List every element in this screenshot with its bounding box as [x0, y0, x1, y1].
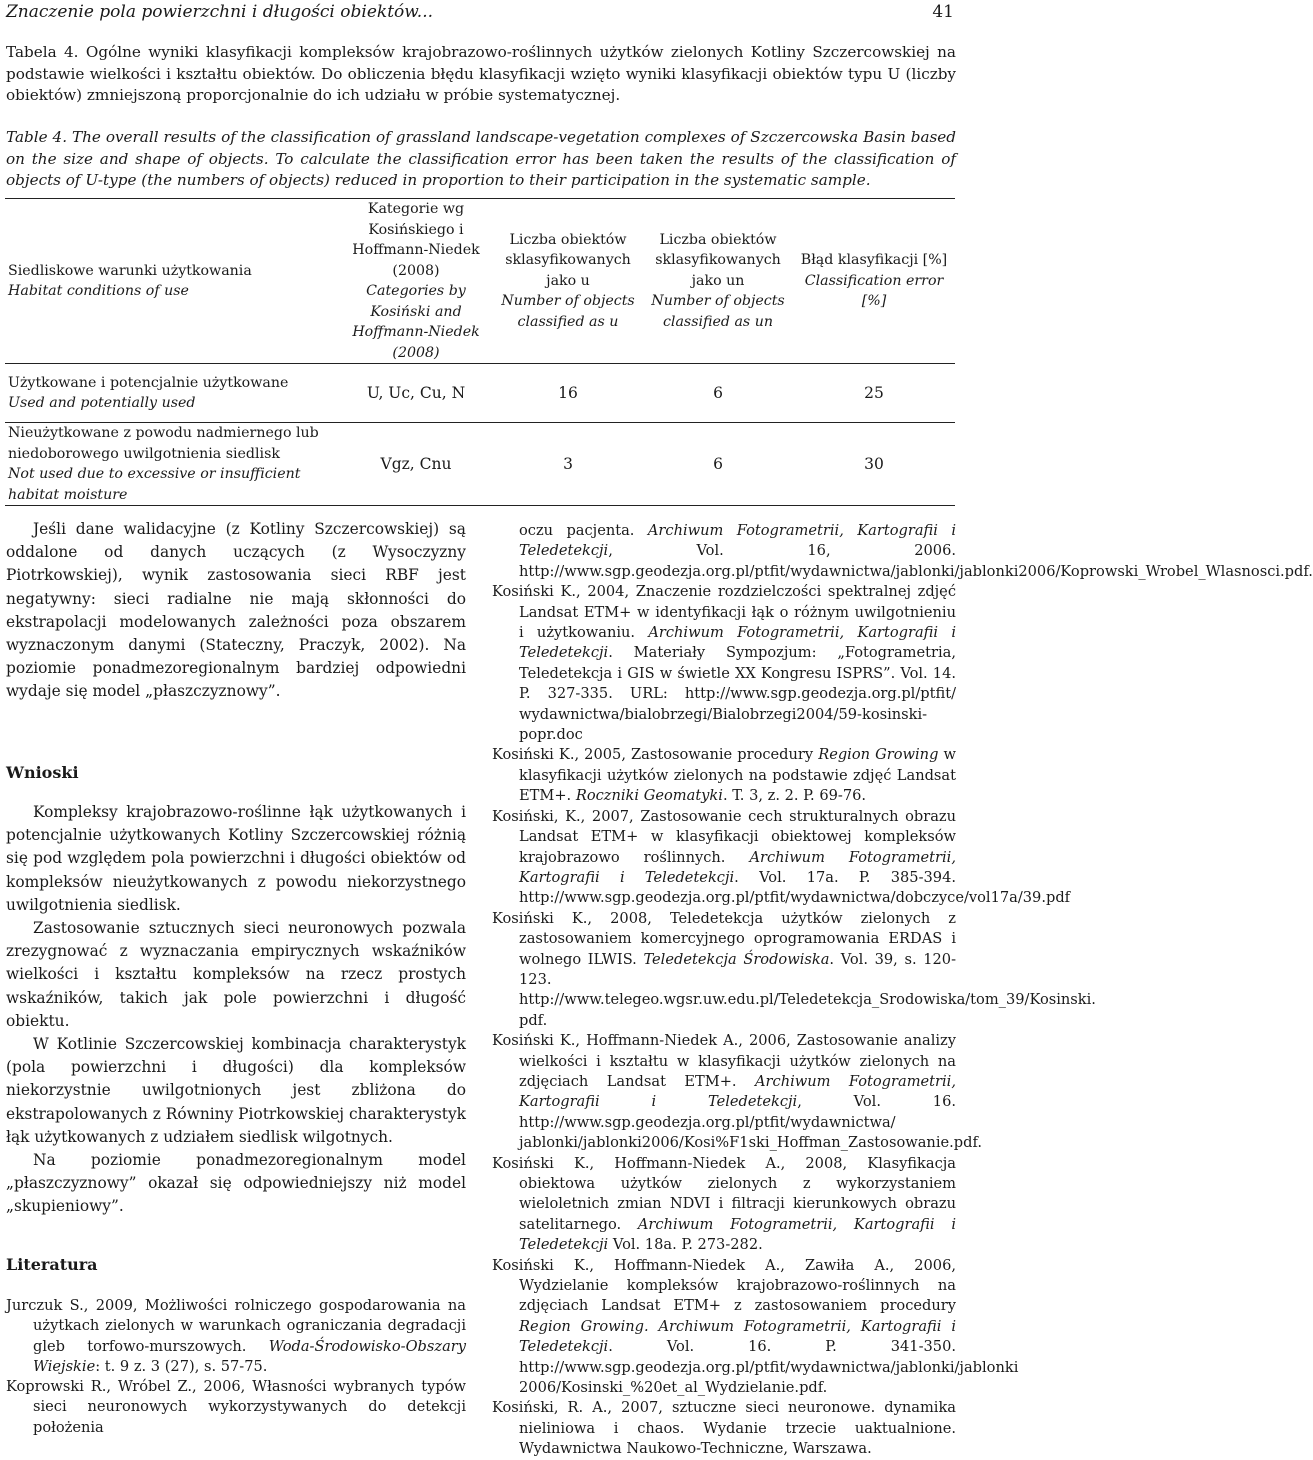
- reference-item: Kosiński, K., 2007, Zastosowanie cech strukturalnych obrazu Landsat ETM+ w klasyfikacji obiektowej kompleksów krajobrazowo roślinnych. Archiwum Fotogrametrii, Kartografii i Teledetekcji. Vol. 17a. P. 385-394. http://www.sgp.geodezja.org.pl/ptfit/wydawnictwa/dobczyce/vol17a/39.pdf: [492, 807, 1071, 907]
- heading-literature: Literatura: [6, 1255, 98, 1274]
- reference-list-right: [492, 521, 1313, 1460]
- cell-category: Vgz, Cnu: [380, 454, 452, 473]
- discussion-paragraph: Jeśli dane walidacyjne (z Kotliny Szczercowskiej) są oddalone od danych uczących (z Wysoczyzny Piotrkowskiej), wynik zastosowania sieci RBF jest negatywny: sieci radialne nie mają skłonności do ekstrapolacji modelowanych zależności poza obszarem wyznaczonym danymi (Stateczny, Praczyk, 2002). Na poziomie ponadmezoregionalnym bardziej odpowiedni wydaje się model „płaszczyznowy”.: [6, 520, 466, 701]
- reference-item: Kosiński K., Hoffmann-Niedek A., Zawiła A., 2006, Wydzielanie kompleksów krajobrazowo-roślinnych na zdjęciach Landsat ETM+ z zastosowaniem procedury Region Growing. Archiwum Fotogrametrii, Kartografii i Teledetekcji. Vol. 16. P. 341-350. http://www.sgp.geodezja.org.pl/ptfit/wydawnictwa/jablonki/jablonki 2006/Kosinski_%20et_al_Wydzielanie.pdf.: [492, 1256, 1019, 1397]
- cell-category: U, Uc, Cu, N: [366, 383, 466, 402]
- cell-un: 6: [713, 454, 723, 473]
- conclusion-paragraph: Na poziomie ponadmezoregionalnym model „płaszczyznowy” okazał się odpowiedniejszy niż model „skupieniowy”.: [6, 1151, 466, 1216]
- reference-continuation: oczu pacjenta. Archiwum Fotogrametrii, Kartografii i Teledetekcji, Vol. 16, 2006. http://www.sgp.geodezja.org.pl/ptfit/wydawnictwa/jablonki/jablonki2006/Koprowski_Wrobel_Wlasnosci.pdf.: [519, 522, 1313, 580]
- cell-error: 25: [864, 383, 884, 402]
- table-row: [5, 364, 955, 423]
- reference-item: Kosiński, R. A., 2007, sztuczne sieci neuronowe. dynamika nieliniowa i chaos. Wydanie trzecie uaktualnione. Wydawnictwa Naukowo-Techniczne, Warszawa.: [492, 1399, 956, 1458]
- reference-item: Kosiński K., 2008, Teledetekcja użytków zielonych z zastosowaniem komercyjnego oprogramowania ERDAS i wolnego ILWIS. Teledetekcja Środowiska. Vol. 39, s. 120-123. http://www.telegeo.wgsr.uw.edu.pl/Teledetekcja_Srodowiska/tom_39/Kosinski. pdf.: [492, 909, 1096, 1029]
- cell-u: 3: [563, 454, 573, 473]
- table-caption-en: Table 4. The overall results of the classification of grassland landscape-vegetation complexes of Szczercowska Basin based on the size and shape of objects. To calculate the classification error has been taken the results of the classification of objects of U-type (the numbers of objects) reduced in proportion to their participation in the systematic sample.: [6, 128, 956, 189]
- cell-error: 30: [864, 454, 884, 473]
- cell-condition: Użytkowane i potencjalnie użytkowane Used and potentially used: [8, 374, 289, 411]
- page-number: 41: [932, 2, 954, 22]
- reference-item: Kosiński K., 2004, Znaczenie rozdzielczości spektralnej zdjęć Landsat ETM+ w identyfikacji łąk o różnym uwilgotnieniu i użytkowaniu. Archiwum Fotogrametrii, Kartografii i Teledetekcji. Materiały Sympozjum: „Fotogrametria, Teledetekcja i GIS w świetle XX Kongresu ISPRS”. Vol. 14. P. 327-335. URL: http://www.sgp.geodezja.org.pl/ptfit/ wydawnictwa/bialobrzegi/Bialobrzegi2004/59-kosinski-popr.doc: [492, 583, 956, 744]
- results-table: [5, 198, 955, 506]
- header-habitat: Siedliskowe warunki użytkowania Habitat conditions of use: [8, 262, 252, 299]
- conclusion-paragraph: W Kotlinie Szczercowskiej kombinacja charakterystyk (pola powierzchni i długości) dla kompleksów niekorzystnie uwilgotnionych jest zbliżona do ekstrapolowanych z Równiny Piotrkowskiej charakterystyk łąk użytkowanych z udziałem siedlisk wilgotnych.: [6, 1035, 466, 1146]
- header-category: Kategorie wg Kosińskiego i Hoffmann-Niedek (2008) Categories by Kosiński and Hoffmann-Niedek (2008): [352, 201, 480, 361]
- reference-item: Kosiński K., 2005, Zastosowanie procedury Region Growing w klasyfikacji użytków zielonych na podstawie zdjęć Landsat ETM+. Roczniki Geomatyki. T. 3, z. 2. P. 69-76.: [492, 746, 956, 805]
- running-header: [6, 2, 954, 24]
- cell-u: 16: [558, 383, 578, 402]
- table-header-row: [5, 199, 955, 364]
- table-caption-pl: Tabela 4. Ogólne wyniki klasyfikacji kompleksów krajobrazowo-roślinnych użytków zielonych Kotliny Szczercowskiej na podstawie wielkości i kształtu obiektów. Do obliczenia błędu klasyfikacji wzięto wyniki klasyfikacji obiektów typu U (liczby obiektów) zmniejszoną proporcjonalnie do ich udziału w próbie systematycznej.: [6, 43, 956, 104]
- reference-item: Kosiński K., Hoffmann-Niedek A., 2008, Klasyfikacja obiektowa użytków zielonych z wykorzystaniem wieloletnich zmian NDVI i filtracji kierunkowych obrazu satelitarnego. Archiwum Fotogrametrii, Kartografii i Teledetekcji Vol. 18a. P. 273-282.: [492, 1154, 956, 1254]
- conclusion-paragraph: Zastosowanie sztucznych sieci neuronowych pozwala zrezygnować z wyznaczania empirycznych wskaźników wielkości i kształtu kompleksów na rzecz prostych wskaźników, takich jak pole powierzchni i długość obiektu.: [6, 919, 466, 1030]
- cell-un: 6: [713, 383, 723, 402]
- table-row: [5, 423, 955, 506]
- cell-condition: Nieużytkowane z powodu nadmiernego lub niedoborowego uwilgotnienia siedlisk Not used due to excessive or insufficient habitat moisture: [8, 425, 319, 503]
- conclusions-text: [6, 801, 466, 1219]
- header-count-u: Liczba obiektów sklasyfikowanych jako u Number of objects classified as u: [501, 231, 635, 330]
- header-count-un: Liczba obiektów sklasyfikowanych jako un Number of objects classified as un: [651, 231, 785, 330]
- heading-conclusions: Wnioski: [6, 763, 79, 782]
- reference-list-left: [6, 1296, 466, 1438]
- reference-item: Koprowski R., Wróbel Z., 2006, Własności wybranych typów sieci neuronowych wykorzystywanych do detekcji położenia: [6, 1378, 466, 1436]
- header-error: Błąd klasyfikacji [%] Classification error [%]: [800, 252, 948, 310]
- reference-item: Jurczuk S., 2009, Możliwości rolniczego gospodarowania na użytkach zielonych w warunkach ograniczania degradacji gleb torfowo-murszowych. Woda-Środowisko-Obszary Wiejskie: t. 9 z. 3 (27), s. 57-75.: [6, 1297, 466, 1375]
- reference-item: Kosiński K., Hoffmann-Niedek A., 2006, Zastosowanie analizy wielkości i kształtu w klasyfikacji użytków zielonych na zdjęciach Landsat ETM+. Archiwum Fotogrametrii, Kartografii i Teledetekcji, Vol. 16. http://www.sgp.geodezja.org.pl/ptfit/wydawnictwa/ jablonki/jablonki2006/Kosi%F1ski_Hoffman_Zastosowanie.pdf.: [492, 1032, 982, 1152]
- conclusion-paragraph: Kompleksy krajobrazowo-roślinne łąk użytkowanych i potencjalnie użytkowanych Kotliny Szczercowskiej różnią się pod względem pola powierzchni i długości obiektów od kompleksów nieużytkowanych z powodu niekorzystnego uwilgotnienia siedlisk.: [6, 803, 466, 914]
- running-title: Znaczenie pola powierzchni i długości obiektów...: [6, 2, 434, 22]
